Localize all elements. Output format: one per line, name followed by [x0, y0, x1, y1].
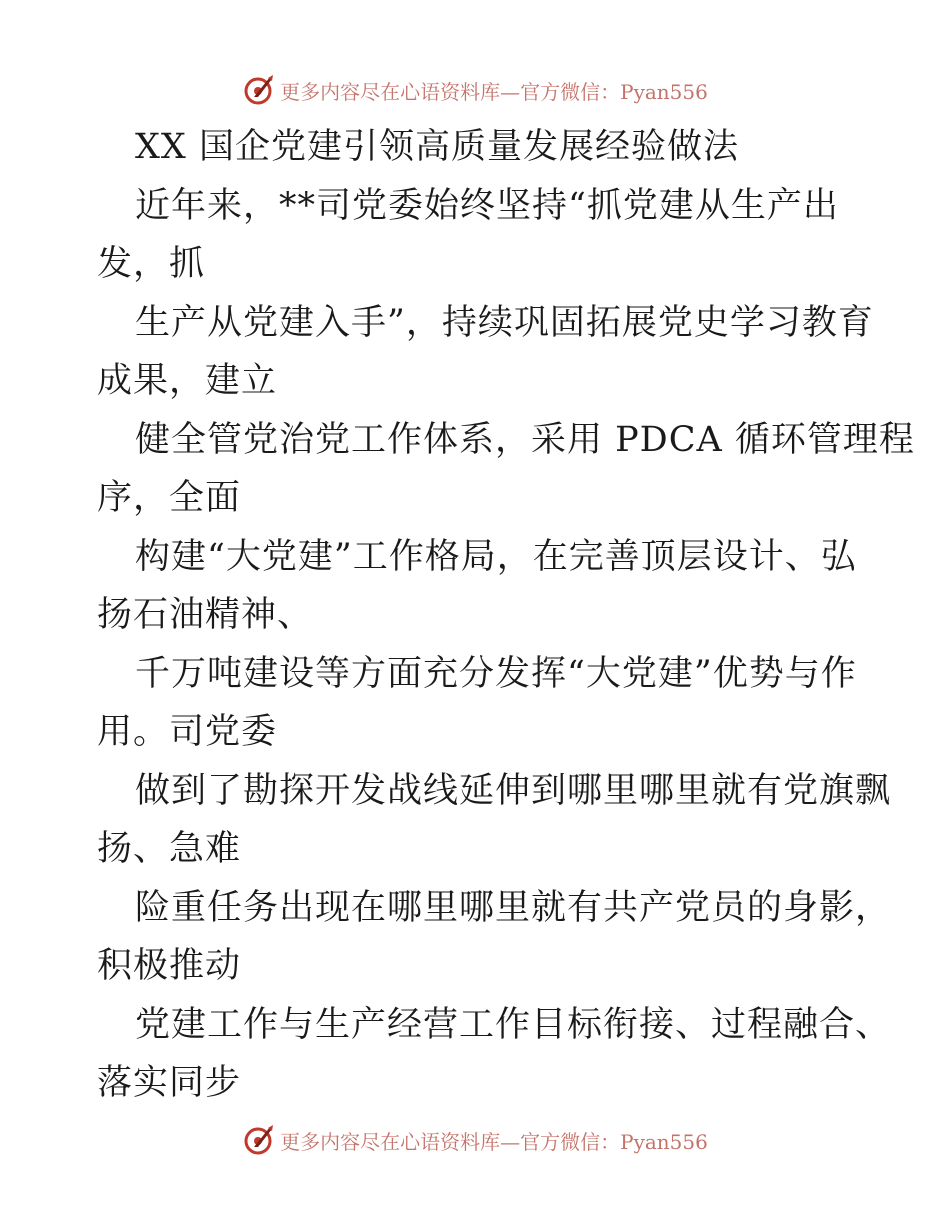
paragraph-line: 用。司党委 — [97, 712, 278, 752]
quill-logo-icon — [242, 1123, 276, 1157]
document-body — [97, 118, 915, 1113]
paragraph-line: 积极推动 — [97, 946, 242, 986]
paragraph-line: 序，全面 — [97, 478, 242, 518]
paragraph-line: 扬石油精神、 — [97, 595, 314, 635]
paragraph-line: 党建工作与生产经营工作目标衔接、过程融合、 — [135, 1004, 892, 1045]
paragraph-line: 扬、急难 — [97, 829, 242, 869]
header-watermark — [0, 70, 950, 110]
quill-logo-icon — [242, 73, 276, 107]
paragraph-line: 千万吨建设等方面充分发挥“大党建”优势与作 — [135, 653, 857, 694]
paragraph-line: 险重任务出现在哪里哪里就有共产党员的身影， — [135, 887, 892, 928]
paragraph-line: 做到了勘探开发战线延伸到哪里哪里就有党旗飘 — [135, 770, 892, 811]
watermark-text: 更多内容尽在心语资料库—官方微信：Pyan556 — [280, 79, 708, 104]
paragraph-line: 成果，建立 — [97, 361, 278, 401]
paragraph-line: 健全管党治党工作体系，采用 PDCA 循环管理程 — [135, 419, 915, 460]
paragraph-line: 落实同步 — [97, 1063, 242, 1103]
paragraph-line: 生产从党建入手”，持续巩固拓展党史学习教育 — [135, 302, 874, 343]
paragraph-line: 构建“大党建”工作格局，在完善顶层设计、弘 — [135, 536, 857, 577]
watermark-text: 更多内容尽在心语资料库—官方微信：Pyan556 — [280, 1129, 708, 1154]
footer-watermark — [0, 1120, 950, 1160]
document-title: XX 国企党建引领高质量发展经验做法 — [135, 127, 739, 167]
paragraph-line: 近年来，**司党委始终坚持“抓党建从生产出 — [135, 185, 839, 226]
paragraph-line: 发，抓 — [97, 244, 206, 284]
